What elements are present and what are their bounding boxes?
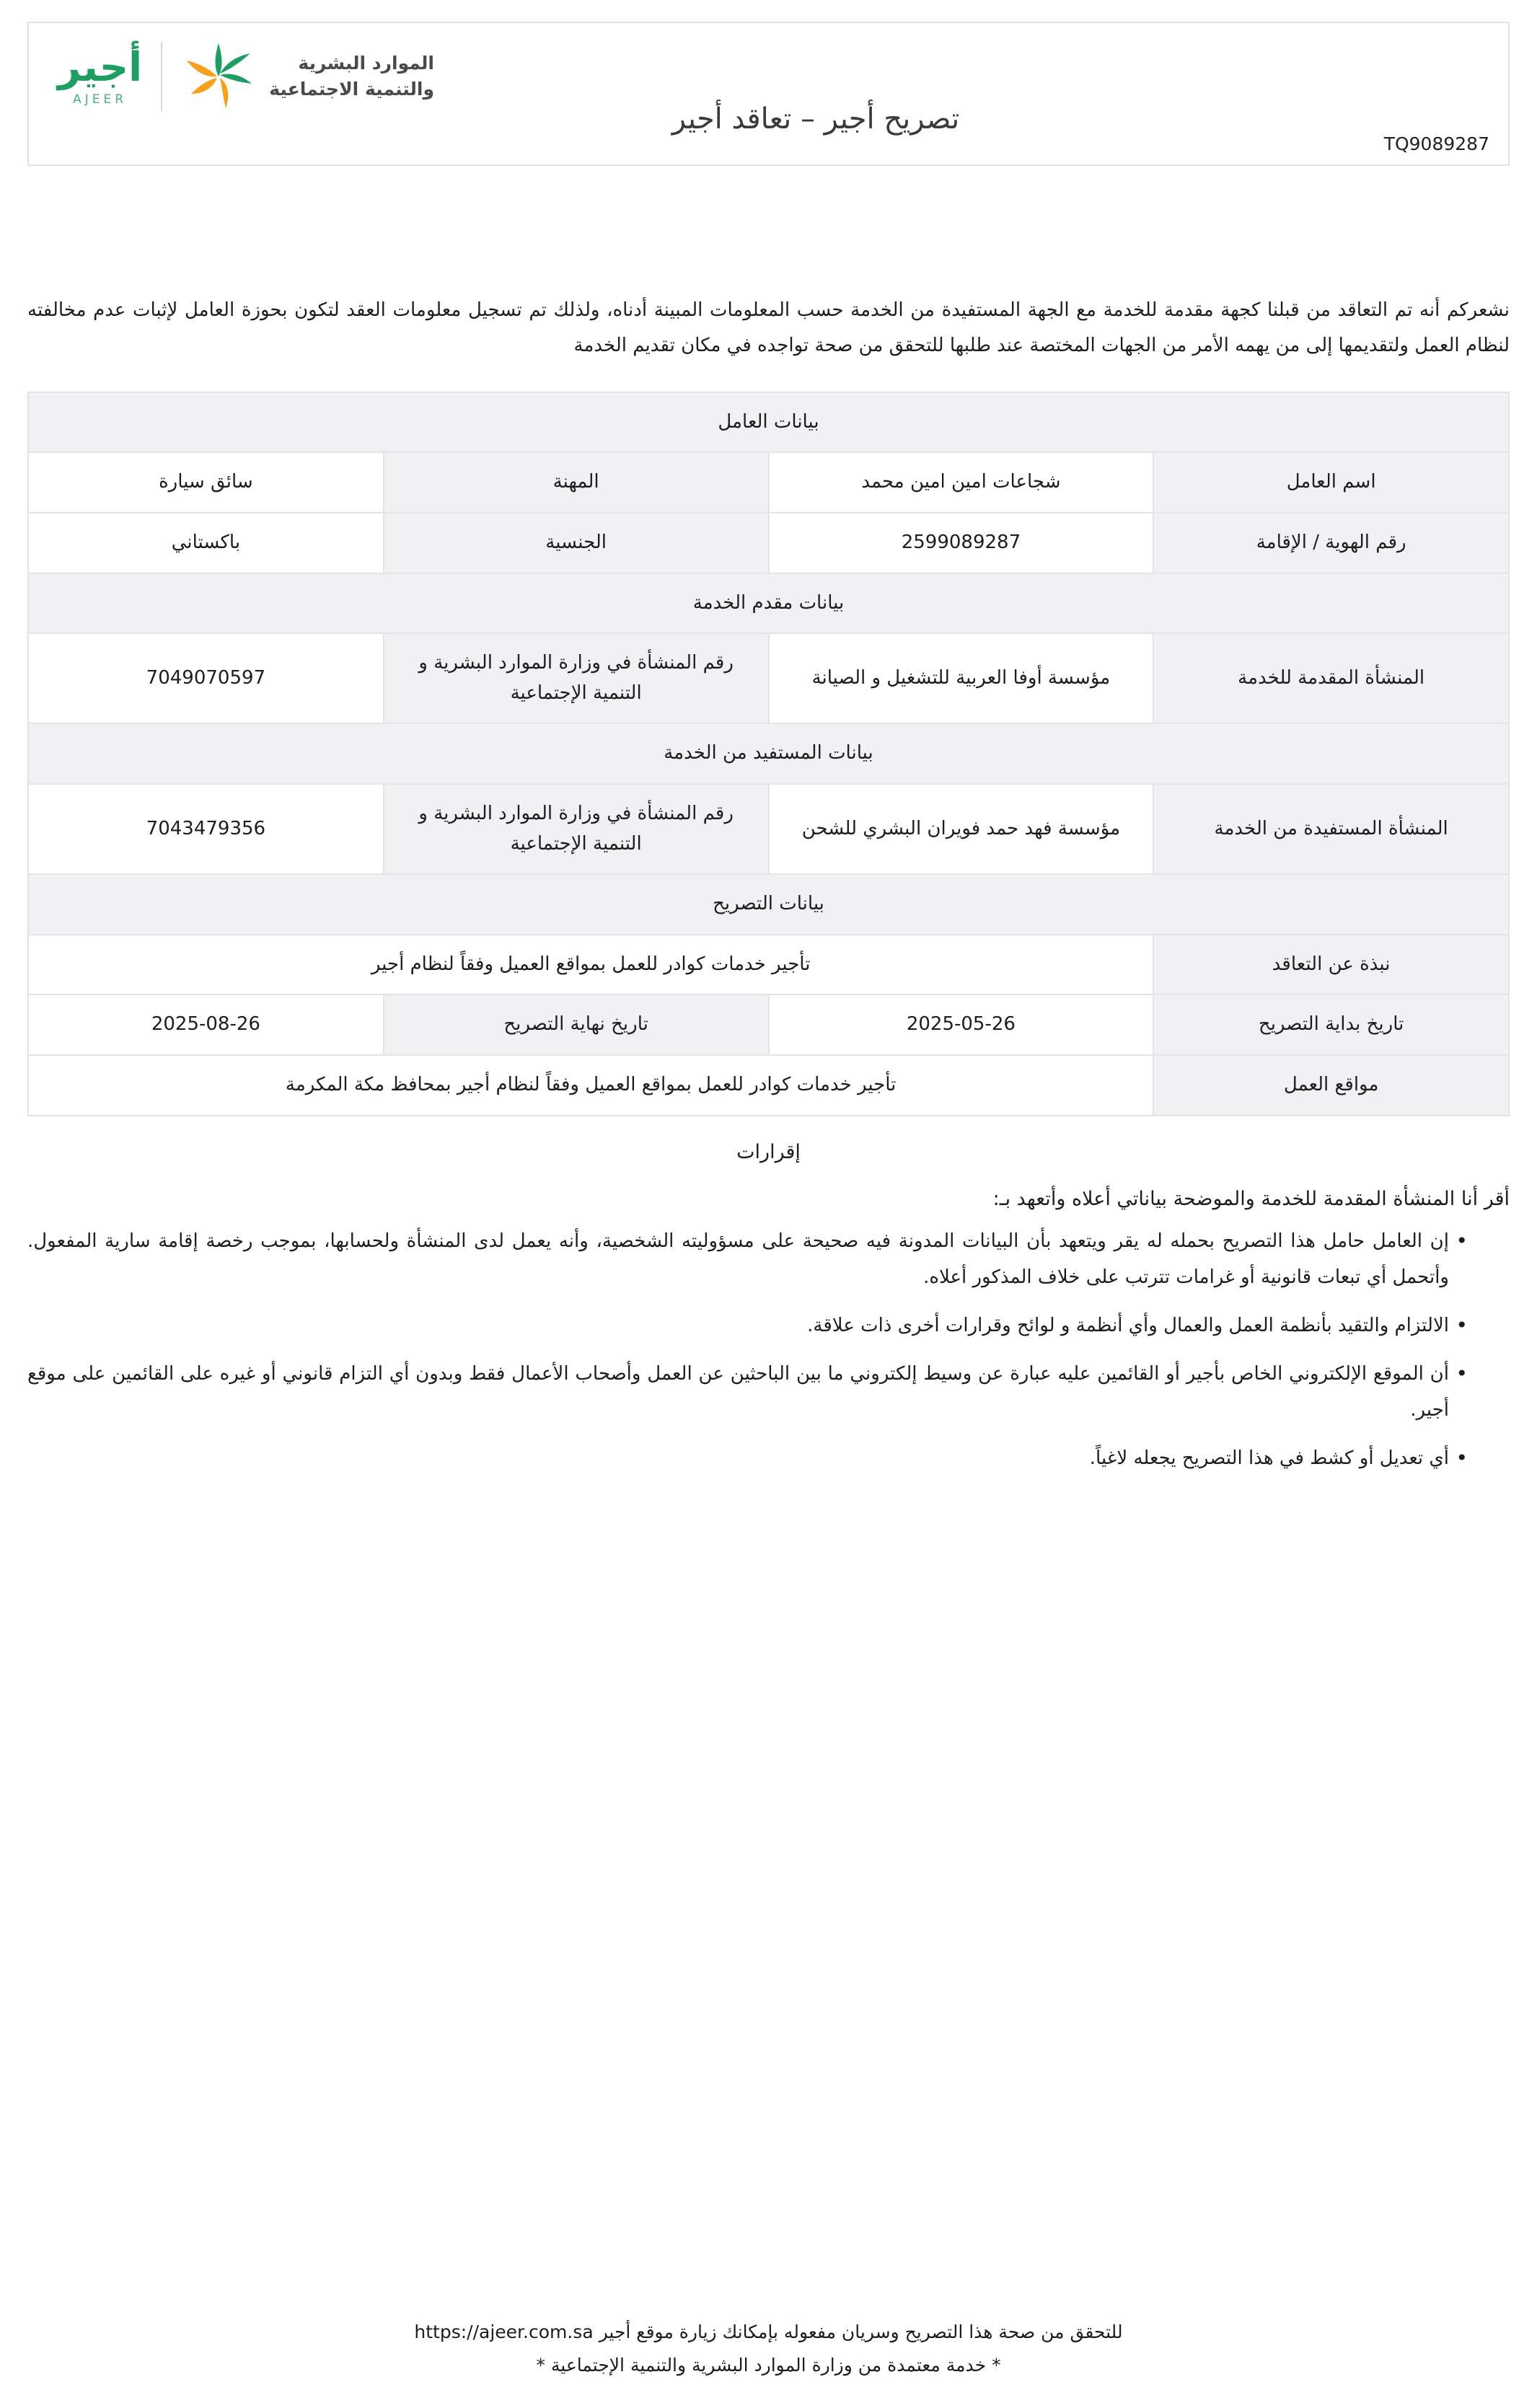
- document-number: TQ9089287: [1383, 133, 1489, 154]
- table-row: [28, 392, 1509, 453]
- footer-verification-line: [0, 2316, 1537, 2349]
- table-row: [28, 874, 1509, 935]
- section-header-provider: بيانات مقدم الخدمة: [28, 573, 1509, 634]
- section-header-permit: بيانات التصريح: [28, 874, 1509, 935]
- ajeer-logo-latin: AJEER: [73, 92, 128, 107]
- label-beneficiary-entity: المنشأة المستفيدة من الخدمة: [1153, 784, 1509, 874]
- document-title-text: تصريح أجير – تعاقد أجير: [671, 102, 960, 136]
- value-provider-entity-number: 7049070597: [28, 633, 384, 723]
- value-contract-summary: تأجير خدمات كوادر للعمل بمواقع العميل وفقاً لنظام أجير: [28, 935, 1153, 995]
- list-item: • أن الموقع الإلكتروني الخاص بأجير أو القائمين عليه عبارة عن وسيط إلكتروني ما بين الباحثين عن العمل وأصحاب الأعمال فقط وبدون أي التزام قانوني أو غيره على القائمين على موقع أجير.: [27, 1356, 1468, 1429]
- list-item: • إن العامل حامل هذا التصريح بحمله له يقر ويتعهد بأن البيانات المدونة فيه صحيحة على مسؤوليته الشخصية، وأنه يعمل لدى المنشأة ولحسابها، بموجب رخصة إقامة سارية المفعول. وأتحمل أي تبعات قانونية أو غرامات تترتب على خلاف المذكور أعلاه.: [27, 1223, 1468, 1296]
- table-row: [28, 935, 1509, 995]
- ajeer-logo: [58, 43, 143, 107]
- declarations-title: إقرارات: [736, 1140, 801, 1163]
- value-worker-name: شجاعات امين امين محمد: [769, 452, 1154, 513]
- label-nationality: الجنسية: [384, 513, 769, 573]
- section-header-worker: بيانات العامل: [28, 392, 1509, 453]
- ministry-emblem-icon: [181, 39, 256, 114]
- value-provider-entity: مؤسسة أوفا العربية للتشغيل و الصيانة: [769, 633, 1154, 723]
- list-item: • الالتزام والتقيد بأنظمة العمل والعمال وأي أنظمة و لوائح وقرارات أخرى ذات علاقة.: [27, 1307, 1468, 1344]
- table-row: [28, 994, 1509, 1055]
- declarations-list: [27, 1223, 1487, 1477]
- label-provider-entity-number: رقم المنشأة في وزارة الموارد البشرية و التنمية الإجتماعية: [384, 633, 769, 723]
- label-profession: المهنة: [384, 452, 769, 513]
- document-title: [527, 102, 1104, 136]
- table-row: [28, 633, 1509, 723]
- header-divider: [161, 42, 162, 111]
- header-logos: [58, 39, 434, 114]
- ministry-logo: [181, 39, 434, 114]
- label-id-number: رقم الهوية / الإقامة: [1153, 513, 1509, 573]
- ajeer-logo-arabic: أجير: [58, 43, 143, 91]
- value-beneficiary-entity-number: 7043479356: [28, 784, 384, 874]
- document-header: [27, 22, 1510, 166]
- details-table: [27, 392, 1510, 1116]
- value-id-number: 2599089287: [769, 513, 1154, 573]
- table-row: [28, 1055, 1509, 1116]
- value-beneficiary-entity: مؤسسة فهد حمد فويران البشري للشحن: [769, 784, 1154, 874]
- ministry-line-2: والتنمية الاجتماعية: [269, 79, 434, 100]
- label-beneficiary-entity-number: رقم المنشأة في وزارة الموارد البشرية و التنمية الإجتماعية: [384, 784, 769, 874]
- intro-paragraph: نشعركم أنه تم التعاقد من قبلنا كجهة مقدمة للخدمة مع الجهة المستفيدة من الخدمة حسب المعلومات المبينة أدناه، ولذلك تم تسجيل معلومات العقد لتكون بحوزة العامل لإثبات عدم مخالفته لنظام العمل ولتقديمها إلى من يهمه الأمر من الجهات المختصة عند طلبها للتحقق من صحة تواجده في مكان تقديم الخدمة: [27, 299, 1510, 357]
- value-start-date: 2025-05-26: [769, 994, 1154, 1055]
- label-start-date: تاريخ بداية التصريح: [1153, 994, 1509, 1055]
- footer-verification-text: للتحقق من صحة هذا التصريح وسريان مفعوله بإمكانك زيارة موقع أجير: [593, 2321, 1123, 2342]
- list-item: • أي تعديل أو كشط في هذا التصريح يجعله لاغياً.: [27, 1440, 1468, 1477]
- section-header-beneficiary: بيانات المستفيد من الخدمة: [28, 723, 1509, 784]
- label-provider-entity: المنشأة المقدمة للخدمة: [1153, 633, 1509, 723]
- table-row: [28, 452, 1509, 513]
- label-worker-name: اسم العامل: [1153, 452, 1509, 513]
- value-nationality: باكستاني: [28, 513, 384, 573]
- value-work-sites: تأجير خدمات كوادر للعمل بمواقع العميل وفقاً لنظام أجير بمحافظ مكة المكرمة: [28, 1055, 1153, 1116]
- table-row: [28, 784, 1509, 874]
- document-page: [0, 22, 1537, 2408]
- footer-url: https://ajeer.com.sa: [414, 2321, 594, 2342]
- ministry-logo-text: [269, 50, 434, 103]
- label-end-date: تاريخ نهاية التصريح: [384, 994, 769, 1055]
- table-row: [28, 723, 1509, 784]
- document-footer: [0, 2316, 1537, 2383]
- ministry-line-1: الموارد البشرية: [298, 52, 434, 74]
- label-work-sites: مواقع العمل: [1153, 1055, 1509, 1116]
- value-end-date: 2025-08-26: [28, 994, 384, 1055]
- declarations-lead: أقر أنا المنشأة المقدمة للخدمة والموضحة بياناتي أعلاه وأتعهد بـ:: [992, 1187, 1510, 1210]
- footer-approval-line: * خدمة معتمدة من وزارة الموارد البشرية والتنمية الإجتماعية *: [536, 2354, 1001, 2376]
- value-profession: سائق سيارة: [28, 452, 384, 513]
- label-contract-summary: نبذة عن التعاقد: [1153, 935, 1509, 995]
- table-row: [28, 513, 1509, 573]
- table-row: [28, 573, 1509, 634]
